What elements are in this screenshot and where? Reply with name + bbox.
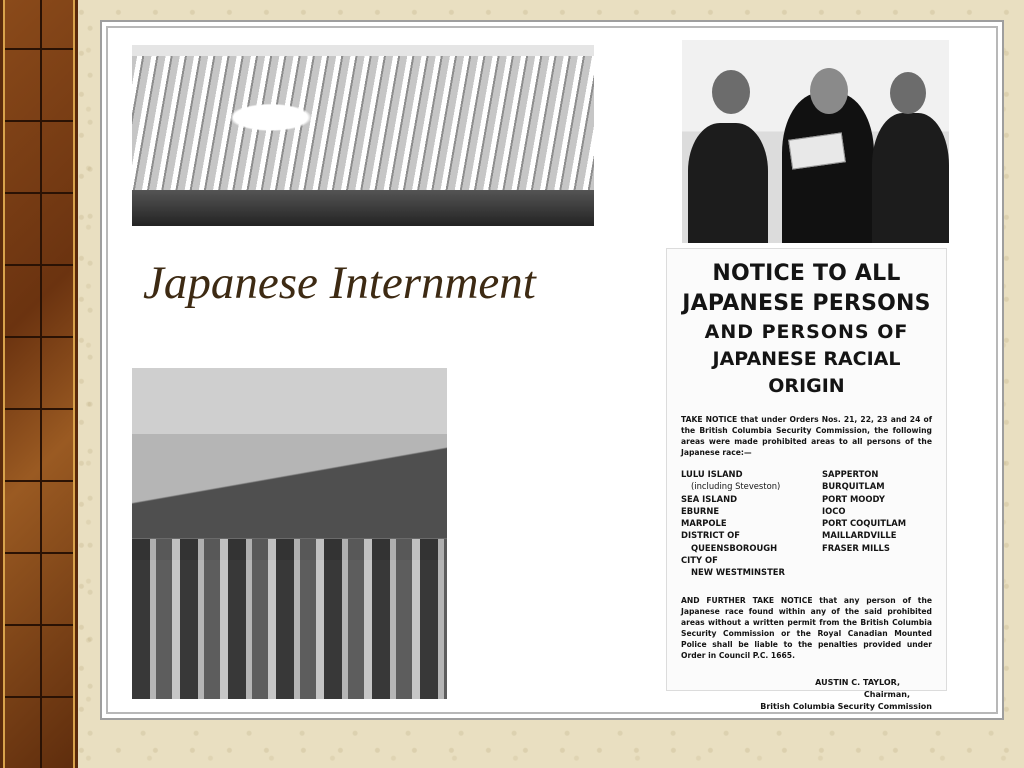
notice-heading-3: AND PERSONS OF <box>704 321 909 343</box>
area-item: CITY OF <box>681 555 718 566</box>
notice-paragraph-2: AND FURTHER TAKE NOTICE that any person of the Japanese race found within any of the said prohibited areas without a written permit from the British Columbia Security Commission or the Royal Canadian Mounted Police shall be liable to the penalties provided under Order in Council P.C. 1665. <box>681 595 932 660</box>
areas-right-column <box>822 468 932 579</box>
head-left <box>712 70 750 114</box>
area-item: PORT MOODY <box>822 493 885 504</box>
area-item: PORT COQUITLAM <box>822 518 907 529</box>
officers-with-document-photo <box>682 40 949 243</box>
notice-poster <box>666 248 947 711</box>
area-item: BURQUITLAM <box>822 481 885 492</box>
area-item: LULU ISLAND <box>681 469 743 479</box>
notice-heading-1: NOTICE TO ALL <box>712 261 901 286</box>
mountain <box>132 428 447 538</box>
prohibited-areas <box>681 468 932 579</box>
figure-left <box>688 123 768 243</box>
area-item: SEA ISLAND <box>681 493 738 504</box>
notice-signature <box>681 677 932 713</box>
fishing-boats-photo <box>132 45 594 226</box>
figure-right <box>872 113 949 243</box>
area-item: NEW WESTMINSTER <box>691 567 785 578</box>
area-item: FRASER MILLS <box>822 542 890 553</box>
area-item: MARPOLE <box>681 518 727 529</box>
area-item: QUEENSBOROUGH <box>691 542 778 553</box>
areas-left-column <box>681 468 806 579</box>
internment-camp-photo <box>132 368 447 699</box>
area-item: SAPPERTON <box>822 469 879 479</box>
area-item: DISTRICT OF <box>681 530 740 541</box>
area-item: EBURNE <box>681 505 720 516</box>
decorative-side-strip <box>0 0 78 768</box>
area-item: IOCO <box>822 505 846 516</box>
head-officer <box>810 68 848 114</box>
area-item: (including Steveston) <box>691 481 781 492</box>
signatory-name: AUSTIN C. TAYLOR, <box>815 677 900 687</box>
camp-huts <box>132 539 447 699</box>
signatory-title: Chairman, <box>863 689 910 699</box>
signatory-org: British Columbia Security Commission <box>760 701 932 711</box>
notice-heading-4: JAPANESE RACIAL ORIGIN <box>712 348 901 397</box>
head-right <box>890 72 926 114</box>
slide-title: Japanese Internment <box>143 257 536 309</box>
strip-pattern <box>3 0 75 768</box>
notice-heading-2: JAPANESE PERSONS <box>682 291 931 316</box>
area-item: MAILLARDVILLE <box>822 530 897 541</box>
notice-paragraph-1: TAKE NOTICE that under Orders Nos. 21, 22, 23 and 24 of the British Columbia Security Commission, the following areas were made prohibited areas to all persons of the Japanese race:— <box>681 415 932 457</box>
